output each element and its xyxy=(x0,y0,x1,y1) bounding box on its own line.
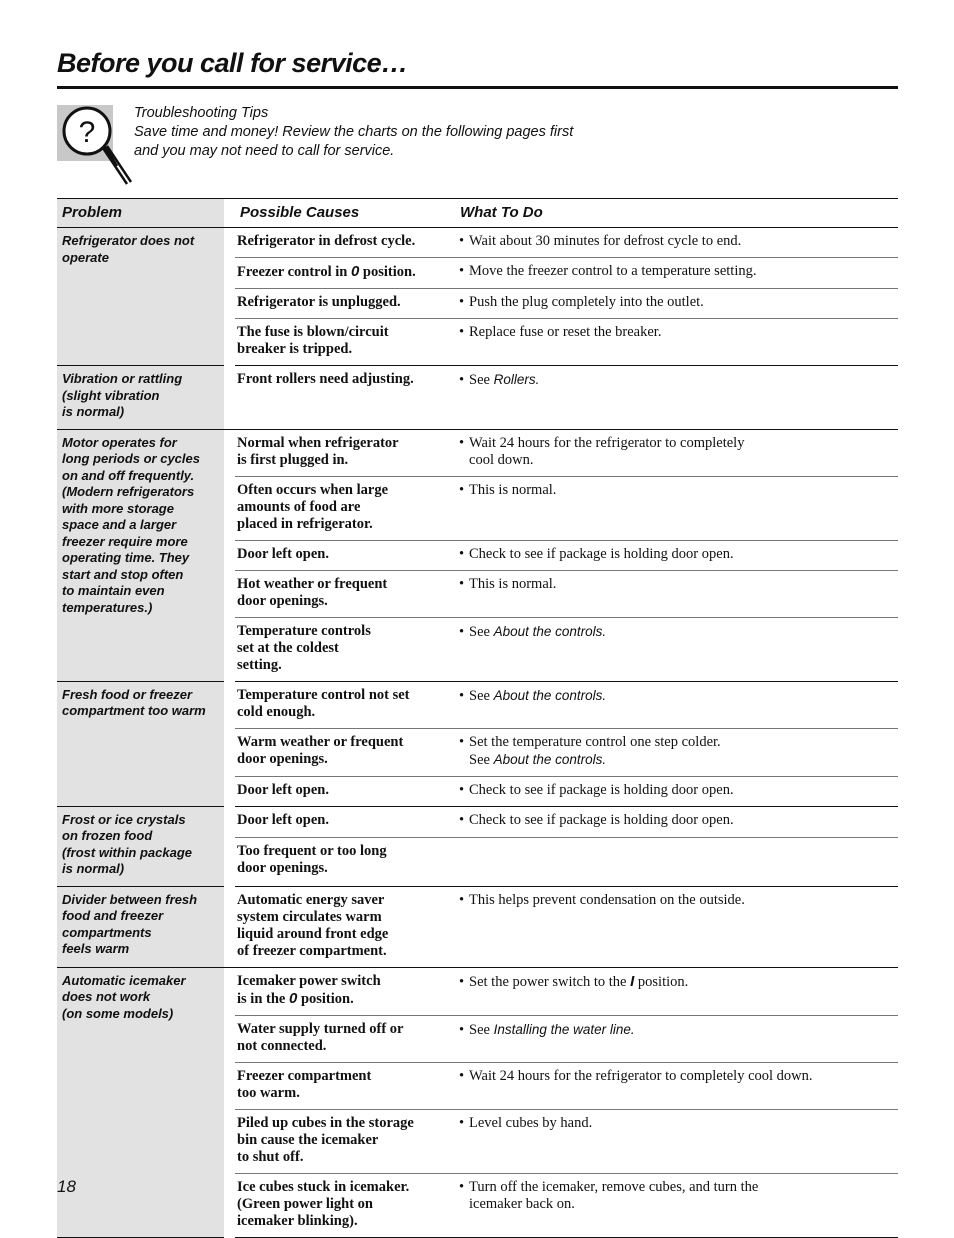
cause-line: Temperature controls xyxy=(237,622,371,639)
column-gap xyxy=(224,429,235,681)
cause-text: Freezer control in xyxy=(237,264,351,280)
problem-line: Motor operates for xyxy=(62,434,177,450)
problem-line: start and stop often xyxy=(62,566,184,582)
bullet: • xyxy=(459,545,465,562)
possible-cause-cell xyxy=(235,1015,455,1062)
cause-text: position. xyxy=(297,990,354,1007)
cause-line: icemaker blinking). xyxy=(237,1212,358,1229)
bullet: • xyxy=(459,372,465,388)
cause-line: placed in refrigerator. xyxy=(237,515,373,532)
todo-line: cool down. xyxy=(469,451,534,468)
todo-reference: Installing the water line. xyxy=(493,1021,635,1037)
problem-line: food and freezer xyxy=(62,908,164,923)
possible-cause-cell xyxy=(235,728,455,776)
header-what-to-do: What To Do xyxy=(455,199,898,228)
todo-indent xyxy=(459,752,606,768)
cause-line: amounts of food are xyxy=(237,498,361,515)
cause-line: Warm weather or frequent xyxy=(237,733,404,750)
cause-line: breaker is tripped. xyxy=(237,341,353,357)
problem-line: on and off frequently. xyxy=(62,467,195,483)
what-to-do-cell xyxy=(455,319,898,366)
problem-line: (frost within package xyxy=(62,844,193,860)
problem-line: operate xyxy=(62,249,109,265)
cause-line: Door left open. xyxy=(237,811,329,828)
problem-cell xyxy=(57,806,224,886)
column-gap xyxy=(224,967,235,1237)
possible-cause-cell xyxy=(235,1109,455,1173)
cause-line: Too frequent or too long xyxy=(237,842,387,859)
cause-line: Door left open. xyxy=(237,781,329,798)
cause-line: set at the coldest xyxy=(237,639,339,656)
problem-cell xyxy=(57,681,224,806)
possible-cause-cell xyxy=(235,1062,455,1109)
page-number: 18 xyxy=(57,1177,76,1196)
cause-text: is in the xyxy=(237,990,289,1007)
what-to-do-cell xyxy=(455,1109,898,1173)
possible-cause-cell xyxy=(235,429,455,476)
cause-line: Normal when refrigerator xyxy=(237,434,399,451)
bullet: • xyxy=(459,324,465,340)
what-to-do-cell xyxy=(455,540,898,570)
cause-line: not connected. xyxy=(237,1037,327,1054)
what-to-do-cell xyxy=(455,776,898,806)
possible-cause-cell xyxy=(235,366,455,430)
cause-line: cold enough. xyxy=(237,703,316,720)
table-row xyxy=(57,681,898,728)
cause-line: Refrigerator in defrost cycle. xyxy=(237,233,416,249)
possible-cause-cell xyxy=(235,886,455,967)
todo-line: Push the plug completely into the outlet. xyxy=(469,294,704,310)
cause-line: The fuse is blown/circuit xyxy=(237,324,389,340)
todo-line: Move the freezer control to a temperature setting. xyxy=(469,263,757,279)
problem-line: compartments xyxy=(62,924,152,940)
problem-line: (Modern refrigerators xyxy=(62,484,195,499)
problem-line: compartment too warm xyxy=(62,703,206,718)
bullet: • xyxy=(459,1021,465,1038)
possible-cause-cell xyxy=(235,570,455,617)
problem-cell xyxy=(57,228,224,366)
todo-text: See xyxy=(469,687,494,704)
what-to-do-cell xyxy=(455,429,898,476)
problem-cell xyxy=(57,886,224,967)
cause-line: Temperature control not set xyxy=(237,686,410,703)
problem-cell xyxy=(57,366,224,430)
table-body xyxy=(57,228,898,1238)
bullet: • xyxy=(459,294,465,310)
cause-line: setting. xyxy=(237,656,282,673)
column-gap xyxy=(224,886,235,967)
problem-line: Refrigerator does not xyxy=(62,233,195,248)
position-symbol: 0 xyxy=(350,263,360,280)
cause-line: Door left open. xyxy=(237,545,329,562)
bullet: • xyxy=(459,811,465,828)
todo-line: Wait 24 hours for the refrigerator to completely xyxy=(469,434,745,451)
problem-line: to maintain even xyxy=(62,583,165,598)
cause-line: of freezer compartment. xyxy=(237,942,387,959)
todo-reference: Rollers. xyxy=(493,372,540,387)
problem-line: Automatic icemaker xyxy=(62,972,186,988)
bullet: • xyxy=(459,733,465,750)
problem-line: on frozen food xyxy=(62,828,153,843)
todo-line: This helps prevent condensation on the outside. xyxy=(469,891,745,908)
cause-line: is first plugged in. xyxy=(237,451,349,468)
table-row xyxy=(57,366,898,430)
cause-line: door openings. xyxy=(237,592,328,609)
svg-text:?: ? xyxy=(78,116,96,149)
cause-line: Often occurs when large xyxy=(237,481,389,498)
possible-cause-cell xyxy=(235,228,455,258)
todo-text: See xyxy=(469,623,494,640)
what-to-do-cell xyxy=(455,728,898,776)
column-gap xyxy=(224,366,235,430)
what-to-do-cell xyxy=(455,967,898,1015)
todo-line: Replace fuse or reset the breaker. xyxy=(469,324,662,340)
possible-cause-cell xyxy=(235,617,455,681)
cause-line: Hot weather or frequent xyxy=(237,575,388,592)
table-row xyxy=(57,967,898,1015)
todo-line: Wait about 30 minutes for defrost cycle to end. xyxy=(469,233,742,249)
cause-line: too warm. xyxy=(237,1084,300,1101)
possible-cause-cell xyxy=(235,319,455,366)
todo-line: Check to see if package is holding door open. xyxy=(469,545,734,562)
problem-line: (slight vibration xyxy=(62,387,160,403)
problem-line: Frost or ice crystals xyxy=(62,811,186,827)
todo-reference: About the controls. xyxy=(493,751,607,767)
bullet: • xyxy=(459,233,465,249)
problem-line: feels warm xyxy=(62,941,130,956)
todo-line: This is normal. xyxy=(469,481,557,498)
problem-line: Vibration or rattling xyxy=(62,371,183,386)
cause-line: door openings. xyxy=(237,859,328,876)
problem-line: is normal) xyxy=(62,404,125,419)
problem-line: is normal) xyxy=(62,861,125,876)
cause-line: Refrigerator is unplugged. xyxy=(237,294,401,310)
todo-text: See xyxy=(469,372,494,388)
table-header-row xyxy=(57,199,898,228)
bullet: • xyxy=(459,687,465,704)
todo-line: Check to see if package is holding door open. xyxy=(469,781,734,798)
position-symbol: I xyxy=(630,972,635,990)
cause-line: bin cause the icemaker xyxy=(237,1131,379,1148)
cause-text: Icemaker power switch xyxy=(237,972,381,989)
tips-line-2: and you may not need to call for service. xyxy=(134,143,395,159)
problem-line: (on some models) xyxy=(62,1005,174,1021)
possible-cause-cell xyxy=(235,1173,455,1237)
todo-text: See xyxy=(469,1021,494,1038)
problem-line: operating time. They xyxy=(62,550,190,565)
possible-cause-cell xyxy=(235,806,455,837)
bullet: • xyxy=(459,623,465,640)
tips-line-1: Save time and money! Review the charts on the following pages first xyxy=(134,124,574,140)
possible-cause-cell xyxy=(235,681,455,728)
what-to-do-cell xyxy=(455,476,898,540)
todo-reference: About the controls. xyxy=(493,623,607,639)
todo-text: position. xyxy=(634,973,689,990)
header-possible-causes: Possible Causes xyxy=(224,199,455,228)
problem-line: freezer require more xyxy=(62,533,188,549)
what-to-do-cell xyxy=(455,366,898,430)
cause-line: Water supply turned off or xyxy=(237,1020,404,1037)
cause-text: position. xyxy=(359,264,416,280)
todo-line: Turn off the icemaker, remove cubes, and turn the xyxy=(469,1178,759,1195)
table-row xyxy=(57,806,898,837)
what-to-do-cell xyxy=(455,806,898,837)
cause-line: (Green power light on xyxy=(237,1195,374,1212)
column-gap xyxy=(224,806,235,886)
page-title: Before you call for service… xyxy=(57,48,408,78)
bullet: • xyxy=(459,973,465,990)
what-to-do-cell xyxy=(455,289,898,319)
bullet: • xyxy=(459,1178,465,1195)
what-to-do-cell xyxy=(455,837,898,886)
what-to-do-cell xyxy=(455,570,898,617)
cause-line: to shut off. xyxy=(237,1148,304,1165)
todo-line: icemaker back on. xyxy=(469,1195,575,1212)
bullet: • xyxy=(459,781,465,798)
troubleshooting-tips xyxy=(134,104,573,161)
bullet: • xyxy=(459,434,465,451)
header-problem: Problem xyxy=(57,199,224,228)
problem-line: temperatures.) xyxy=(62,599,153,615)
troubleshooting-table xyxy=(57,198,898,1238)
what-to-do-cell xyxy=(455,228,898,258)
bullet: • xyxy=(459,1067,465,1084)
todo-line: This is normal. xyxy=(469,575,557,592)
cause-line: Piled up cubes in the storage xyxy=(237,1114,414,1131)
todo-line: Check to see if package is holding door open. xyxy=(469,811,734,828)
problem-cell xyxy=(57,967,224,1237)
cause-line: door openings. xyxy=(237,750,328,767)
bullet: • xyxy=(459,481,465,498)
todo-text: Set the power switch to the xyxy=(469,973,631,990)
problem-line: long periods or cycles xyxy=(62,451,200,466)
possible-cause-cell xyxy=(235,776,455,806)
problem-line: does not work xyxy=(62,989,151,1004)
possible-cause-cell xyxy=(235,289,455,319)
what-to-do-cell xyxy=(455,1173,898,1237)
bullet: • xyxy=(459,575,465,592)
bullet: • xyxy=(459,1114,465,1131)
cause-line: Ice cubes stuck in icemaker. xyxy=(237,1178,410,1195)
what-to-do-cell xyxy=(455,681,898,728)
problem-line: Divider between fresh xyxy=(62,891,198,907)
what-to-do-cell xyxy=(455,1062,898,1109)
todo-text: Set the temperature control one step colder. xyxy=(469,733,721,750)
column-gap xyxy=(224,228,235,366)
what-to-do-cell xyxy=(455,1015,898,1062)
table-row xyxy=(57,228,898,258)
todo-line: Wait 24 hours for the refrigerator to completely cool down. xyxy=(469,1067,813,1084)
cause-line: Freezer compartment xyxy=(237,1067,372,1084)
problem-line: with more storage xyxy=(62,500,174,516)
cause-line: Automatic energy saver xyxy=(237,891,385,908)
position-symbol: 0 xyxy=(288,989,298,1007)
table-row xyxy=(57,886,898,967)
cause-line: system circulates warm xyxy=(237,908,382,925)
column-gap xyxy=(224,681,235,806)
title-rule xyxy=(57,86,898,89)
todo-line: Level cubes by hand. xyxy=(469,1114,593,1131)
bullet: • xyxy=(459,891,465,908)
table-row xyxy=(57,429,898,476)
possible-cause-cell xyxy=(235,476,455,540)
cause-line: liquid around front edge xyxy=(237,925,389,942)
what-to-do-cell xyxy=(455,886,898,967)
problem-line: Fresh food or freezer xyxy=(62,686,193,702)
todo-reference: About the controls. xyxy=(493,687,607,703)
todo-text: See xyxy=(469,751,494,768)
possible-cause-cell xyxy=(235,258,455,289)
possible-cause-cell xyxy=(235,837,455,886)
tips-heading: Troubleshooting Tips xyxy=(134,105,269,121)
bullet: • xyxy=(459,263,465,279)
problem-line: space and a larger xyxy=(62,517,177,532)
possible-cause-cell xyxy=(235,967,455,1015)
question-magnifier-icon xyxy=(57,104,133,188)
cause-line: Front rollers need adjusting. xyxy=(237,371,414,387)
problem-cell xyxy=(57,429,224,681)
what-to-do-cell xyxy=(455,617,898,681)
what-to-do-cell xyxy=(455,258,898,289)
possible-cause-cell xyxy=(235,540,455,570)
